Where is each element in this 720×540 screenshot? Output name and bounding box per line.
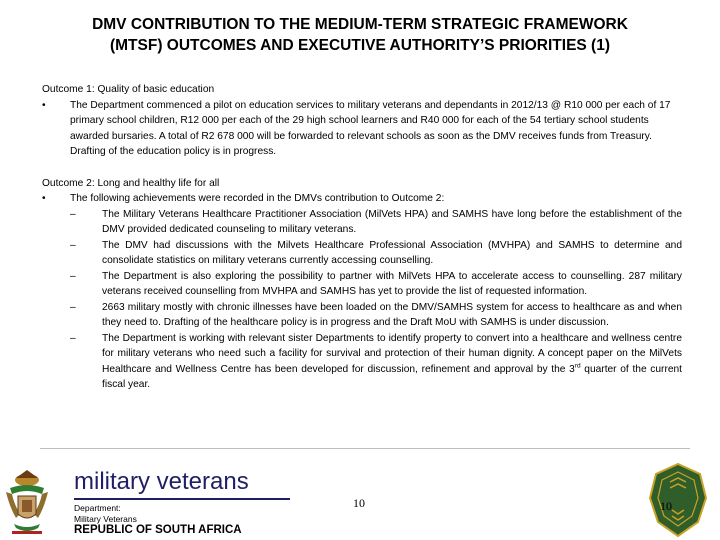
title-line-1: DMV CONTRIBUTION TO THE MEDIUM-TERM STRATEGIC FRAMEWORK (92, 16, 628, 33)
title-line-2: (MTSF) OUTCOMES AND EXECUTIVE AUTHORITY’S PRIORITIES (1) (109, 37, 611, 54)
content-body (42, 82, 682, 393)
dash-mark: – (70, 301, 76, 313)
page-title (20, 14, 700, 56)
brand-title: military veterans (74, 468, 249, 495)
sub-item-text: The Military Veterans Healthcare Practitioner Association (MilVets HPA) and SAMHS have long before the establishment of the DMV provided dedicated counseling to military veterans. (102, 208, 682, 235)
sub-list-item (70, 331, 682, 393)
outcome-2-sub-list (42, 207, 682, 393)
sub-item-text-main: The Department is working with relevant sister Departments to identify property to convert into a healthcare and wellness centre for military veterans who need such a facility for survival and protection of their human dignity. A concept paper on the MilVets Healthcare and Wellness Centre has been developed for discussion, refinement and approval by the 3 (102, 332, 682, 375)
sub-item-text-end: quarter of the current fiscal year. (102, 363, 683, 390)
sub-item-text (102, 331, 682, 393)
sub-list-item (70, 300, 682, 331)
department-line-1: Department: (74, 503, 121, 513)
military-veterans-badge-icon (648, 462, 708, 538)
badge-page-number: 10 (660, 499, 672, 513)
ordinal-suffix: rd (574, 362, 581, 370)
page-number: 10 (353, 496, 365, 510)
brand-underline (74, 498, 290, 500)
sub-list-item (70, 269, 682, 300)
sub-list-item (70, 207, 682, 238)
footer-divider (40, 448, 690, 449)
republic-label: REPUBLIC OF SOUTH AFRICA (74, 524, 242, 536)
dash-mark: – (70, 208, 76, 220)
sub-list-item (70, 238, 682, 269)
sub-item-text: 2663 military mostly with chronic illnesses have been loaded on the DMV/SAMHS system for access to healthcare as and when they need to. Drafting of the healthcare policy is in progress and the Draft MoU with SAMHS is under discussion. (102, 301, 682, 328)
coat-of-arms-icon (2, 468, 52, 538)
outcome-2-intro: The following achievements were recorded in the DMVs contribution to Outcome 2: (70, 193, 445, 204)
sub-item-text: The DMV had discussions with the Milvets Healthcare Professional Association (MVHPA) and SAMHS to determine and consolidate statistics on military veterans currently accessing counselling. (102, 239, 682, 266)
dash-mark: – (70, 332, 76, 344)
outcome-1-text: The Department commenced a pilot on education services to military veterans and dependants in 2012/13 @ R10 000 per each of 17 primary school children, R12 000 per each of the 29 high school learners and R40 000 for each of the 54 tertiary school students awarded bursaries. A total of R2 678 000 will be forwarded to relevant schools as soon as the DMV receives funds from Treasury. Drafting of the education policy is in progress. (70, 99, 671, 157)
department-label (74, 503, 137, 525)
dash-mark: – (70, 270, 76, 282)
outcome-2-heading: Outcome 2: Long and healthy life for all (42, 177, 220, 189)
bullet-mark: • (42, 99, 46, 111)
department-line-2: Military Veterans (74, 514, 137, 524)
bullet-mark: • (42, 193, 46, 204)
outcome-1-bullet (42, 98, 682, 160)
outcome-1-heading: Outcome 1: Quality of basic education (42, 84, 215, 95)
sub-item-text: The Department is also exploring the possibility to partner with MilVets HPA to accelerate access to counselling. 287 military veterans received counselling from MVHPA and SAMHS has yet to provide the list of requested information. (102, 270, 682, 297)
outcome-2-bullet (42, 191, 682, 207)
dash-mark: – (70, 239, 76, 251)
